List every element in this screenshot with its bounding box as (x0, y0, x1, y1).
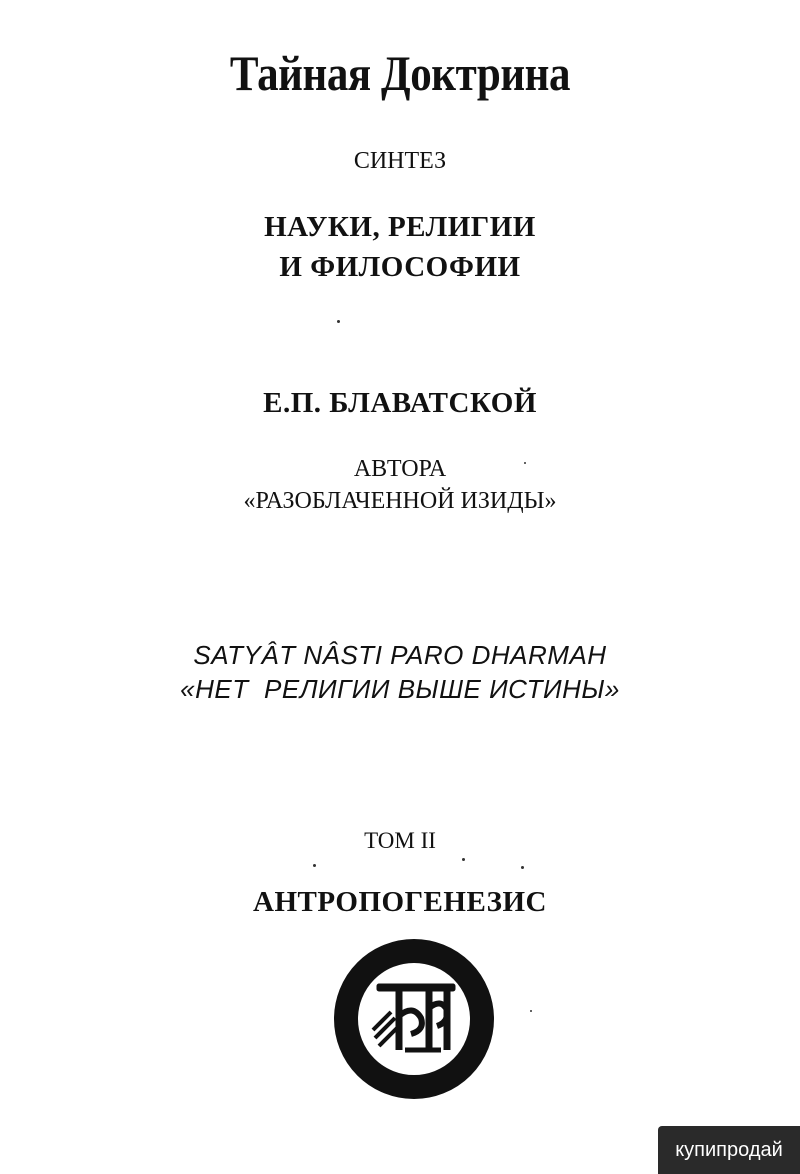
motto-translation: «НЕТ РЕЛИГИИ ВЫШЕ ИСТИНЫ» (180, 674, 620, 704)
subject-line-1: НАУКИ, РЕЛИГИИ (264, 211, 536, 243)
seal-ring (346, 951, 482, 1087)
scan-speck (462, 858, 465, 861)
author-of-label: АВТОРА (353, 456, 447, 482)
scan-speck (521, 866, 524, 869)
author-name: Е.П. БЛАВАТСКОЙ (263, 387, 537, 419)
scan-speck (313, 864, 316, 867)
subject-block (0, 207, 800, 287)
scan-speck (530, 1010, 532, 1012)
watermark-badge: купипродай (658, 1126, 800, 1174)
synthesis-label: СИНТЕЗ (353, 148, 447, 174)
author-of-block (0, 453, 800, 517)
scan-speck (337, 320, 340, 323)
volume-number: ТОМ II (364, 828, 436, 853)
subject-line-2: И ФИЛОСОФИИ (279, 251, 521, 283)
previous-work: «РАЗОБЛАЧЕННОЙ ИЗИДЫ» (243, 488, 557, 514)
theosophical-seal-icon (333, 938, 495, 1100)
scan-speck (524, 462, 526, 464)
motto-block (0, 638, 800, 706)
volume-title: АНТРОПОГЕНЕЗИС (253, 886, 547, 918)
motto-sanskrit: SATYÂT NÂSTI PARO DHARMAH (193, 640, 607, 670)
seal-glyph (373, 984, 455, 1050)
book-title: Тайная Доктрина (229, 45, 571, 101)
